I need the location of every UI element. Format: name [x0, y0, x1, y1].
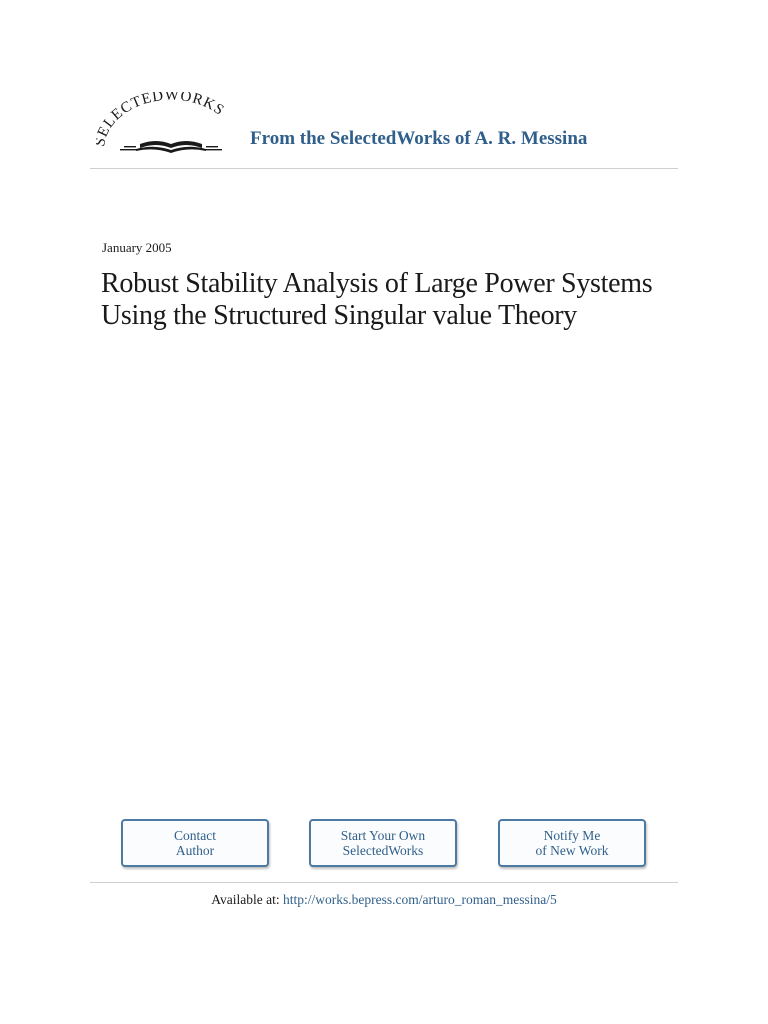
- contact-author-button[interactable]: [121, 819, 269, 867]
- document-title-line-2: Using the Structured Singular value Theory: [101, 300, 578, 331]
- header-divider: [90, 168, 678, 169]
- notify-me-label-2: of New Work: [535, 843, 609, 858]
- notify-me-button[interactable]: [498, 819, 646, 867]
- svg-text:SELECTEDWORKS: [96, 92, 227, 148]
- selectedworks-logo-icon: [96, 92, 246, 162]
- selectedworks-logo[interactable]: [96, 92, 246, 162]
- notify-me-label-1: Notify Me: [543, 828, 601, 843]
- publication-date: January 2005: [102, 240, 172, 255]
- header-title[interactable]: From the SelectedWorks of A. R. Messina: [250, 128, 588, 149]
- start-selectedworks-label-1: Start Your Own: [340, 828, 426, 843]
- contact-author-label-2: Author: [175, 843, 215, 858]
- logo-text: ELECTEDWORKS: [96, 92, 228, 140]
- start-selectedworks-button[interactable]: [309, 819, 457, 867]
- start-selectedworks-label-2: SelectedWorks: [342, 843, 424, 858]
- book-icon: [120, 141, 222, 153]
- footer: [0, 892, 768, 908]
- document-title: [101, 268, 701, 332]
- contact-author-label-1: Contact: [174, 828, 216, 843]
- footer-divider: [90, 882, 678, 883]
- document-title-line-1: Robust Stability Analysis of Large Power Systems: [101, 268, 653, 299]
- work-url-link[interactable]: http://works.bepress.com/arturo_roman_messina/5: [283, 892, 557, 907]
- available-label: Available at:: [211, 892, 280, 907]
